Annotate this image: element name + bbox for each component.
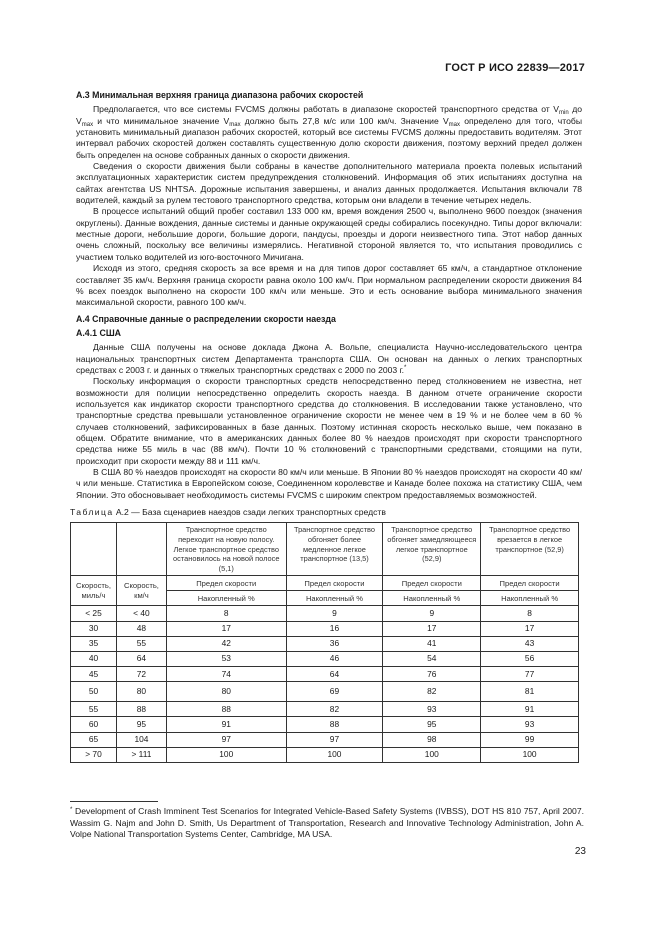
table-cell: 95: [116, 717, 166, 732]
text-run: до V: [76, 104, 583, 126]
table-header-scenario: Транспортное средство обгоняет более медленное легкое транспортное (13,5): [286, 523, 383, 576]
standard-header: ГОСТ Р ИСО 22839—2017: [445, 62, 585, 74]
table-cell: 88: [286, 717, 383, 732]
section-a3-paragraph-4: Исходя из этого, средняя скорость за все время и на для типов дорог составляет 65 км/ч, а стандартное отклонение составляет 35 км/ч. Верхняя граница скорости равна около 100 км/ч. При нормальном распределении скорости движения 84 % всех поездок выполнено на скорости 100 км/ч или меньше. Это и есть основание выбора минимального значения максимальной скорости, равного 100 км/ч.: [76, 263, 582, 308]
table-cell: 80: [116, 682, 166, 702]
table-cell: 54: [383, 651, 481, 666]
table-cell: 91: [481, 702, 579, 717]
subscript: max: [448, 121, 461, 128]
table-corner-cell: [71, 523, 117, 576]
table-cell: > 70: [71, 747, 117, 762]
table-header-scenario: Транспортное средство переходит на новую полосу. Легкое транспортное средство остановилось на новой полосе (5,1): [166, 523, 286, 576]
table-cell: 41: [383, 636, 481, 651]
table-cell: 46: [286, 651, 383, 666]
table-cell: 36: [286, 636, 383, 651]
table-cell: < 25: [71, 606, 117, 621]
table-cell: 9: [383, 606, 481, 621]
table-body: [71, 606, 579, 763]
table-cell: 60: [71, 717, 117, 732]
table-cell: 56: [481, 651, 579, 666]
section-a3-paragraph-2: Сведения о скорости движения были собраны в качестве дополнительного материала проекта полевых испытаний эксплуатационных характеристик систем предупреждения столкновений. Информация об этих испытаниях доступна на сайтах агентства US NHTSA. Дорожные испытания завершены, и анализ данных продолжается. Испытания включали 78 водителей, каждый за рулем тестового транспортного средства, которым они владели в течение четырех недель.: [76, 161, 582, 206]
table-cell: 100: [383, 747, 481, 762]
table-cell: 97: [166, 732, 286, 747]
table-header-limit: Предел скорости: [481, 576, 579, 591]
table-caption: [70, 507, 582, 518]
table-header-cumulative: Накопленный %: [286, 591, 383, 606]
text-run: и что минимальное значение V: [93, 115, 230, 126]
footnote-mark: *: [70, 807, 73, 813]
table-cell: 95: [383, 717, 481, 732]
table-header-cumulative: Накопленный %: [481, 591, 579, 606]
table-header-limit: Предел скорости: [286, 576, 383, 591]
subscript: max: [81, 121, 94, 128]
table-cell: 16: [286, 621, 383, 636]
table-row: [71, 651, 579, 666]
main-content: [70, 90, 583, 763]
table-row: [71, 717, 579, 732]
table-cell: 93: [383, 702, 481, 717]
table-row: [71, 636, 579, 651]
footnote-reference: *: [404, 365, 407, 372]
table-cell: 77: [481, 667, 579, 682]
table-header-mph: Скорость, миль/ч: [71, 576, 117, 606]
table-cell: 45: [71, 667, 117, 682]
table-cell: 100: [481, 747, 579, 762]
section-a4-paragraph-3: В США 80 % наездов происходят на скорости 80 км/ч или меньше. В Японии 80 % наездов происходят на скорости 40 км/ч или меньше. Статистика в Европейском союзе, Соединенном королевстве и Канаде более похожа на статистику США, чем Японии. Это обосновывает необходимость системы FVCMS с широким спектром предоставляемых возможностей.: [76, 467, 582, 500]
table-cell: > 111: [116, 747, 166, 762]
table-cell: 69: [286, 682, 383, 702]
table-cell: 30: [71, 621, 117, 636]
table-cell: < 40: [116, 606, 166, 621]
table-cell: 40: [71, 651, 117, 666]
table-cell: 99: [481, 732, 579, 747]
text-run: определено для того, чтобы установить минимальный диапазон рабочих скоростей, который все системы FVCMS должны предоставить водителям. Этот интервал рабочих скоростей должен составлять существенную долю скорости движения, поэтому верхний предел должен быть определен на основе собранных данных о скорости движения.: [76, 115, 582, 160]
text-run: должно быть 27,8 м/с или 100 км/ч. Значение V: [240, 115, 449, 126]
table-cell: 35: [71, 636, 117, 651]
section-a3-heading: А.3 Минимальная верхняя граница диапазона рабочих скоростей: [76, 90, 364, 100]
table-cell: 64: [116, 651, 166, 666]
section-a3-paragraph-1: [76, 104, 582, 161]
caption-title: А.2 — База сценариев наездов сзади легких транспортных средств: [113, 507, 386, 518]
table-cell: 82: [383, 682, 481, 702]
table-cell: 50: [71, 682, 117, 702]
footnote: [70, 805, 584, 841]
table-cell: 93: [481, 717, 579, 732]
table-cell: 43: [481, 636, 579, 651]
table-header-kmh: Скорость, км/ч: [116, 576, 166, 606]
footnote-text: Development of Crash Imminent Test Scenarios for Integrated Vehicle-Based Safety Systems (IVBSS), DOT HS 810 757, April 2007. Wassim G. Najm and John D. Smith, Us Department of Transportation, Research and Innovative Technology Administration, John A. Volpe National Transportation Systems Center, Cambridge, MA USA.: [70, 806, 585, 840]
table-cell: 82: [286, 702, 383, 717]
table-cell: 42: [166, 636, 286, 651]
table-cell: 76: [383, 667, 481, 682]
section-a41-heading: А.4.1 США: [76, 327, 122, 338]
table-cell: 97: [286, 732, 383, 747]
table-cell: 104: [116, 732, 166, 747]
table-cell: 17: [383, 621, 481, 636]
table-header-limit: Предел скорости: [166, 576, 286, 591]
table-cell: 53: [166, 651, 286, 666]
crash-scenarios-table: [70, 522, 579, 763]
table-cell: 98: [383, 732, 481, 747]
text-run: Предполагается, что все системы FVCMS должны работать в диапазоне скоростей транспортного средства от V: [93, 104, 559, 115]
table-cell: 74: [166, 667, 286, 682]
table-cell: 88: [166, 702, 286, 717]
table-row: [71, 667, 579, 682]
table-header-scenario: Транспортное средство врезается в легкое транспортное (52,9): [481, 523, 579, 576]
section-a4-heading: А.4 Справочные данные о распределении скорости наезда: [76, 313, 336, 324]
table-cell: 100: [286, 747, 383, 762]
table-cell: 8: [481, 606, 579, 621]
table-cell: 55: [116, 636, 166, 651]
footnote-separator: [70, 801, 158, 802]
table-cell: 9: [286, 606, 383, 621]
table-cell: 100: [166, 747, 286, 762]
table-cell: 81: [481, 682, 579, 702]
table-row: [71, 621, 579, 636]
table-row: [71, 702, 579, 717]
table-cell: 8: [166, 606, 286, 621]
caption-label: Таблица: [70, 507, 114, 518]
table-header-limit: Предел скорости: [383, 576, 481, 591]
table-cell: 55: [71, 702, 117, 717]
table-row: [71, 682, 579, 702]
table-cell: 48: [116, 621, 166, 636]
table-cell: 17: [481, 621, 579, 636]
section-a4-paragraph-2: Поскольку информация о скорости транспортных средств непосредственно перед столкновением не известна, нет возможности для полиции непосредственно определить скорость наезда. В данном отчете ограничение скорости используется как индикатор скорости транспортного средства до столкновения. В исследовании также установлено, что транспортные средства превышали установленное ограничение скорости не менее чем в 19 % и не более чем в 60 % случаев столкновений, зафиксированных в базе данных. Поэтому истинная скорость несколько выше, чем показано в общем. Обратите внимание, что в американских данных более 80 % наездов происходят при скорости транспортного средства ниже 55 миль в час (88 км/ч). Почти 10 % столкновений с транспортными средствами, стоящими на пути, происходит при скорости между 88 и 111 км/ч.: [76, 376, 582, 466]
table-header-cumulative: Накопленный %: [383, 591, 481, 606]
section-a3-paragraph-3: В процессе испытаний общий пробег составил 133 000 км, время вождения 2500 ч, выполнено 9600 поездок (значения округлены). Данные вождения, данные системы и данные окружающей среды собирались посекундно. Типы дорог включали: местные дороги, небольшие дороги, большие дороги, пандусы, проезды и дороги неизвестного типа. Этот набор данных очень сложный, поскольку все величины измерялись. Негативной стороной является то, что испытания проводились с участием только водителей из юго-восточного Мичигана.: [76, 206, 582, 262]
table-cell: 64: [286, 667, 383, 682]
table-row: [71, 747, 579, 762]
text-run: Данные США получены на основе доклада Джона А. Вольпе, специалиста Научно-исследовательского центра национальных транспортных систем Департамента транспорта США. Он основан на данных о легких транспортных средствах с 2003 г. и данных о тяжелых транспортных средствах с 2000 по 2003 г.: [76, 342, 582, 375]
subscript: min: [559, 110, 569, 117]
table-cell: 72: [116, 667, 166, 682]
table-cell: 17: [166, 621, 286, 636]
table-row: [71, 732, 579, 747]
table-header-cumulative: Накопленный %: [166, 591, 286, 606]
section-a4-paragraph-1: [76, 342, 582, 376]
table-cell: 88: [116, 702, 166, 717]
table-cell: 80: [166, 682, 286, 702]
table-row: [71, 606, 579, 621]
table-corner-cell: [116, 523, 166, 576]
page-number: 23: [574, 846, 586, 857]
table-header-scenario: Транспортное средство обгоняет замедляющееся легкое транспортное (52,9): [383, 523, 481, 576]
table-cell: 91: [166, 717, 286, 732]
subscript: max: [229, 121, 241, 128]
table-cell: 65: [71, 732, 117, 747]
